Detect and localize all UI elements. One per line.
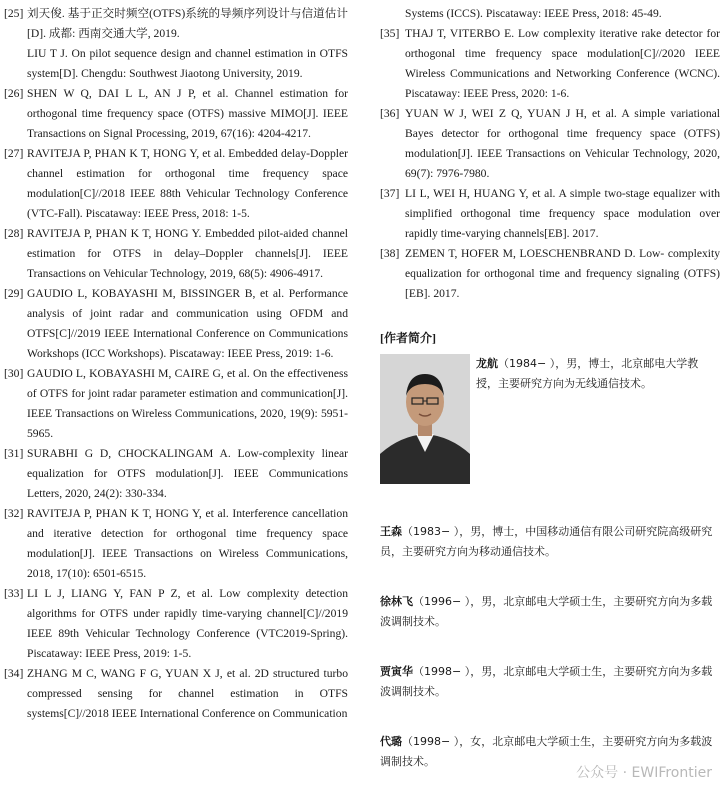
reference-item: [26] SHEN W Q, DAI L L, AN J P, et al. Channel estimation for orthogonal time frequency space (OTFS) massive MIMO[J]. IEEE Transactions on Signal Processing, 2019, 67(16): 4204-4217. (4, 87, 348, 140)
author-bio: 王森（1983− ），男，博士，中国移动通信有限公司研究院高级研究员，主要研究方向为移动通信技术。 (380, 525, 713, 558)
author-block (380, 354, 720, 484)
portrait-image (380, 354, 470, 484)
author-bio: 龙航（1984− ），男，博士，北京邮电大学教授，主要研究方向为无线通信技术。 (476, 357, 699, 390)
reference-item: [28] RAVITEJA P, PHAN K T, HONG Y. Embedded pilot-aided channel estimation for OTFS in delay–Doppler channels[J]. IEEE Transactions on Vehicular Technology, 2019, 68(5): 4906-4917. (4, 227, 348, 280)
reference-continuation: Systems (ICCS). Piscataway: IEEE Press, 2018: 45-49. (405, 7, 662, 20)
reference-item: [35] THAJ T, VITERBO E. Low complexity iterative rake detector for orthogonal time frequency space modulation[C]//2020 IEEE Wireless Communications and Networking Conference (WCNC). Piscataway: IEEE Press, 2020: 1-6. (380, 27, 720, 100)
reference-item: [25] 刘天俊. 基于正交时频空(OTFS)系统的导频序列设计与信道估计[D]. 成都: 西南交通大学, 2019. (4, 7, 348, 40)
author-bio: 代璐（1998− ），女，北京邮电大学硕士生，主要研究方向为多载波调制技术。 (380, 735, 713, 768)
author-photo (380, 354, 470, 484)
reference-item: [37] LI L, WEI H, HUANG Y, et al. A simple two-stage equalizer with simplified orthogonal time frequency space modulation over rapidly time-varying channels[EB]. 2017. (380, 187, 720, 240)
reference-item: [32] RAVITEJA P, PHAN K T, HONG Y, et al. Interference cancellation and iterative detection for orthogonal time frequency space modulation[J]. IEEE Transactions on Wireless Communications, 2018, 17(10): 6501-6515. (4, 507, 348, 580)
author-bio: 徐林飞（1996− ），男，北京邮电大学硕士生，主要研究方向为多载波调制技术。 (380, 595, 713, 628)
reference-item: [30] GAUDIO L, KOBAYASHI M, CAIRE G, et al. On the effectiveness of OTFS for joint radar parameter estimation and communication[J]. IEEE Transactions on Wireless Communications, 2020, 19(9): 5951-5965. (4, 367, 348, 440)
watermark: 公众号 · EWIFrontier (576, 765, 712, 781)
left-column (4, 4, 348, 724)
reference-item: [31] SURABHI G D, CHOCKALINGAM A. Low-complexity linear equalization for OTFS modulation[J]. IEEE Communications Letters, 2020, 24(2): 330-334. (4, 447, 348, 500)
reference-item: [29] GAUDIO L, KOBAYASHI M, BISSINGER B, et al. Performance analysis of joint radar and communication using OFDM and OTFS[C]//2019 IEEE International Conference on Communications Workshops (ICC Workshops). Piscataway: IEEE Press, 2019: 1-6. (4, 287, 348, 360)
reference-item: [36] YUAN W J, WEI Z Q, YUAN J H, et al. A simple variational Bayes detector for orthogonal time frequency space (OTFS) modulation[J]. IEEE Transactions on Vehicular Technology, 2020, 69(7): 7976-7980. (380, 107, 720, 180)
right-column (380, 4, 720, 772)
reference-item: [33] LI L J, LIANG Y, FAN P Z, et al. Low complexity detection algorithms for OTFS under rapidly time-varying channel[C]//2019 IEEE 89th Vehicular Technology Conference (VTC2019-Spring). Piscataway: IEEE Press, 2019: 1-5. (4, 587, 348, 660)
authors-section-title: [作者简介] (380, 331, 436, 345)
reference-item: [38] ZEMEN T, HOFER M, LOESCHENBRAND D. Low- complexity equalization for orthogonal time and frequency signaling (OTFS)[EB]. 2017. (380, 247, 720, 300)
reference-item: LIU T J. On pilot sequence design and channel estimation in OTFS system[D]. Chengdu: Southwest Jiaotong University, 2019. (27, 47, 348, 80)
reference-item: [34] ZHANG M C, WANG F G, YUAN X J, et al. 2D structured turbo compressed sensing for channel estimation in OTFS systems[C]//2018 IEEE International Conference on Communication (4, 667, 348, 720)
reference-item: [27] RAVITEJA P, PHAN K T, HONG Y, et al. Embedded delay-Doppler channel estimation for orthogonal time frequency space modulation[C]//2018 IEEE 88th Vehicular Technology Conference (VTC-Fall). Piscataway: IEEE Press, 2018: 1-5. (4, 147, 348, 220)
author-bio: 贾寅华（1998− ），男，北京邮电大学硕士生，主要研究方向为多载波调制技术。 (380, 665, 713, 698)
